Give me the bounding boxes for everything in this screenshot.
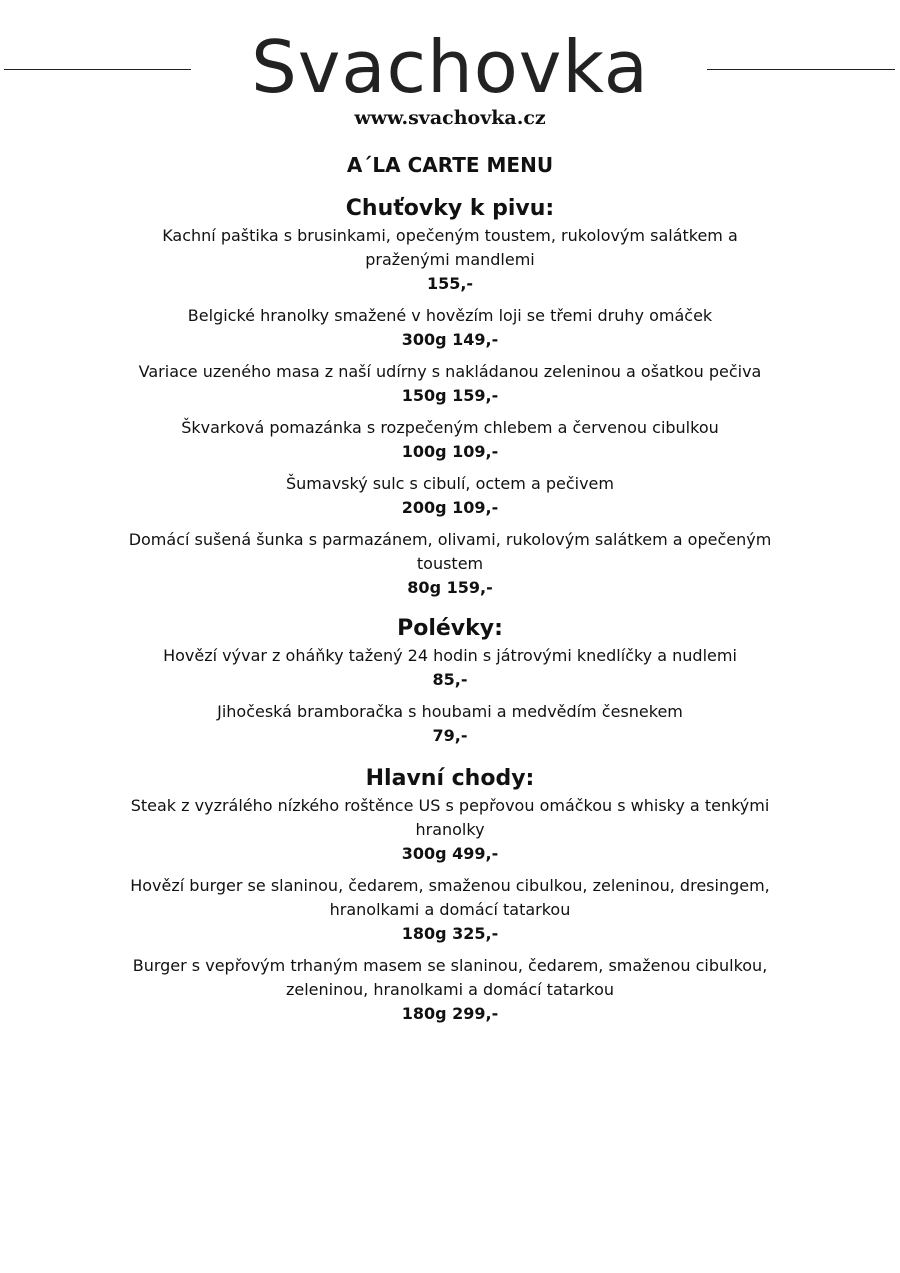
menu-item-price: 180g 325,- [401,924,499,943]
menu-item [0,416,900,464]
menu-item-description: Šumavský sulc s cibulí, octem a pečivem [286,474,614,493]
menu-item-price: 150g 159,- [401,386,499,405]
menu-title: A´LA CARTE MENU [346,153,554,177]
menu-item [0,644,900,692]
website-url: www.svachovka.cz [354,107,546,129]
menu-item-price: 79,- [432,726,468,745]
menu-item-description: Domácí sušená šunka s parmazánem, olivami, rukolovým salátkem a opečeným toustem [128,530,772,573]
menu-item-description: Steak z vyzrálého nízkého roštěnce US s pepřovou omáčkou s whisky a tenkými hranolky [130,796,770,839]
menu-item [0,874,900,946]
menu-item-description: Škvarková pomazánka s rozpečeným chlebem a červenou cibulkou [181,418,719,437]
menu-item [0,360,900,408]
section-title-soups: Polévky: [397,616,503,641]
menu-item-price: 100g 109,- [401,442,499,461]
menu-item [0,472,900,520]
menu-item [0,528,900,600]
menu-item-price: 300g 149,- [401,330,499,349]
menu-item-description: Belgické hranolky smažené v hovězím loji se třemi druhy omáček [187,306,713,325]
menu-item-description: Hovězí burger se slaninou, čedarem, smaženou cibulkou, zeleninou, dresingem, hranolkami a domácí tatarkou [130,876,770,919]
brand-logo: Svachovka [251,25,649,109]
menu-content [0,194,900,1034]
menu-item-price: 300g 499,- [401,844,499,863]
menu-item-price: 85,- [432,670,468,689]
menu-item-description: Burger s vepřovým trhaným masem se slaninou, čedarem, smaženou cibulkou, zeleninou, hranolkami a domácí tatarkou [132,956,768,999]
menu-item-price: 200g 109,- [401,498,499,517]
menu-item-price: 155,- [426,274,474,293]
menu-item [0,224,900,296]
header [0,0,900,140]
menu-item-price: 80g 159,- [407,578,493,597]
menu-item [0,794,900,866]
menu-item [0,954,900,1026]
section-title-main-courses: Hlavní chody: [365,766,535,791]
menu-item [0,304,900,352]
menu-item-price: 180g 299,- [401,1004,499,1023]
menu-item-description: Jihočeská bramboračka s houbami a medvědím česnekem [217,702,683,721]
section-title-snacks: Chuťovky k pivu: [345,196,555,221]
menu-item-description: Variace uzeného masa z naší udírny s nakládanou zeleninou a ošatkou pečiva [138,362,762,381]
menu-item [0,700,900,748]
menu-item-description: Hovězí vývar z oháňky tažený 24 hodin s játrovými knedlíčky a nudlemi [163,646,737,665]
menu-item-description: Kachní paštika s brusinkami, opečeným toustem, rukolovým salátkem a praženými mandlemi [162,226,738,269]
